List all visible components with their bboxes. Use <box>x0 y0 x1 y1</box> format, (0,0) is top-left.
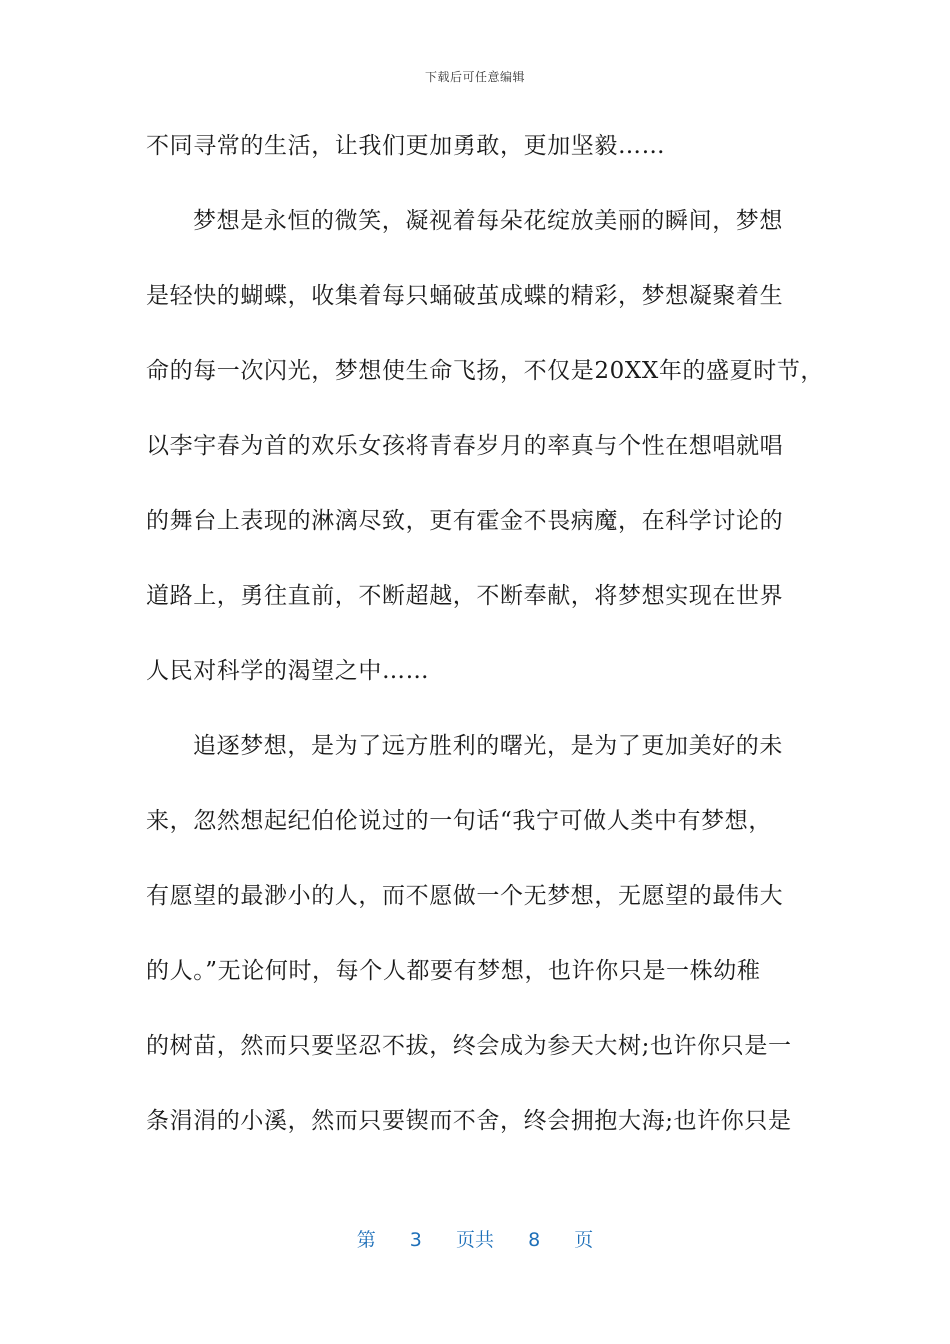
document-body <box>146 124 825 1174</box>
text-line: 道路上，勇往直前，不断超越，不断奉献，将梦想实现在世界 <box>146 583 784 609</box>
text-line: 命的每一次闪光，梦想使生命飞扬，不仅是20XX年的盛夏时节， <box>146 358 825 384</box>
text-line: 的舞台上表现的淋漓尽致，更有霍金不畏病魔，在科学讨论的 <box>146 508 784 534</box>
text-line: 来，忽然想起纪伯伦说过的一句话“我宁可做人类中有梦想， <box>146 808 772 834</box>
page-suffix: 页 <box>574 1229 594 1251</box>
text-line: 人民对科学的渴望之中…… <box>146 658 430 684</box>
page-footer <box>0 1225 950 1252</box>
text-line: 条涓涓的小溪，然而只要锲而不舍，终会拥抱大海;也许你只是 <box>146 1108 792 1134</box>
header-note: 下载后可任意编辑 <box>424 70 525 84</box>
text-line: 是轻快的蝴蝶，收集着每只蛹破茧成蝶的精彩，梦想凝聚着生 <box>146 283 784 309</box>
text-line: 以李宇春为首的欢乐女孩将青春岁月的率真与个性在想唱就唱 <box>146 433 784 459</box>
current-page-number: 3 <box>409 1229 422 1251</box>
text-line: 不同寻常的生活，让我们更加勇敢，更加坚毅…… <box>146 133 666 159</box>
total-pages-number: 8 <box>528 1229 541 1251</box>
text-line: 有愿望的最渺小的人，而不愿做一个无梦想，无愿望的最伟大 <box>146 883 784 909</box>
text-line: 的树苗，然而只要坚忍不拔，终会成为参天大树;也许你只是一 <box>146 1033 792 1059</box>
text-line: 梦想是永恒的微笑，凝视着每朵花绽放美丽的瞬间，梦想 <box>193 208 783 234</box>
text-line: 的人。”无论何时，每个人都要有梦想，也许你只是一株幼稚 <box>146 958 761 984</box>
page-word: 第 <box>356 1229 376 1251</box>
page-total-word: 页共 <box>455 1229 494 1251</box>
text-line: 追逐梦想，是为了远方胜利的曙光，是为了更加美好的未 <box>193 733 783 759</box>
